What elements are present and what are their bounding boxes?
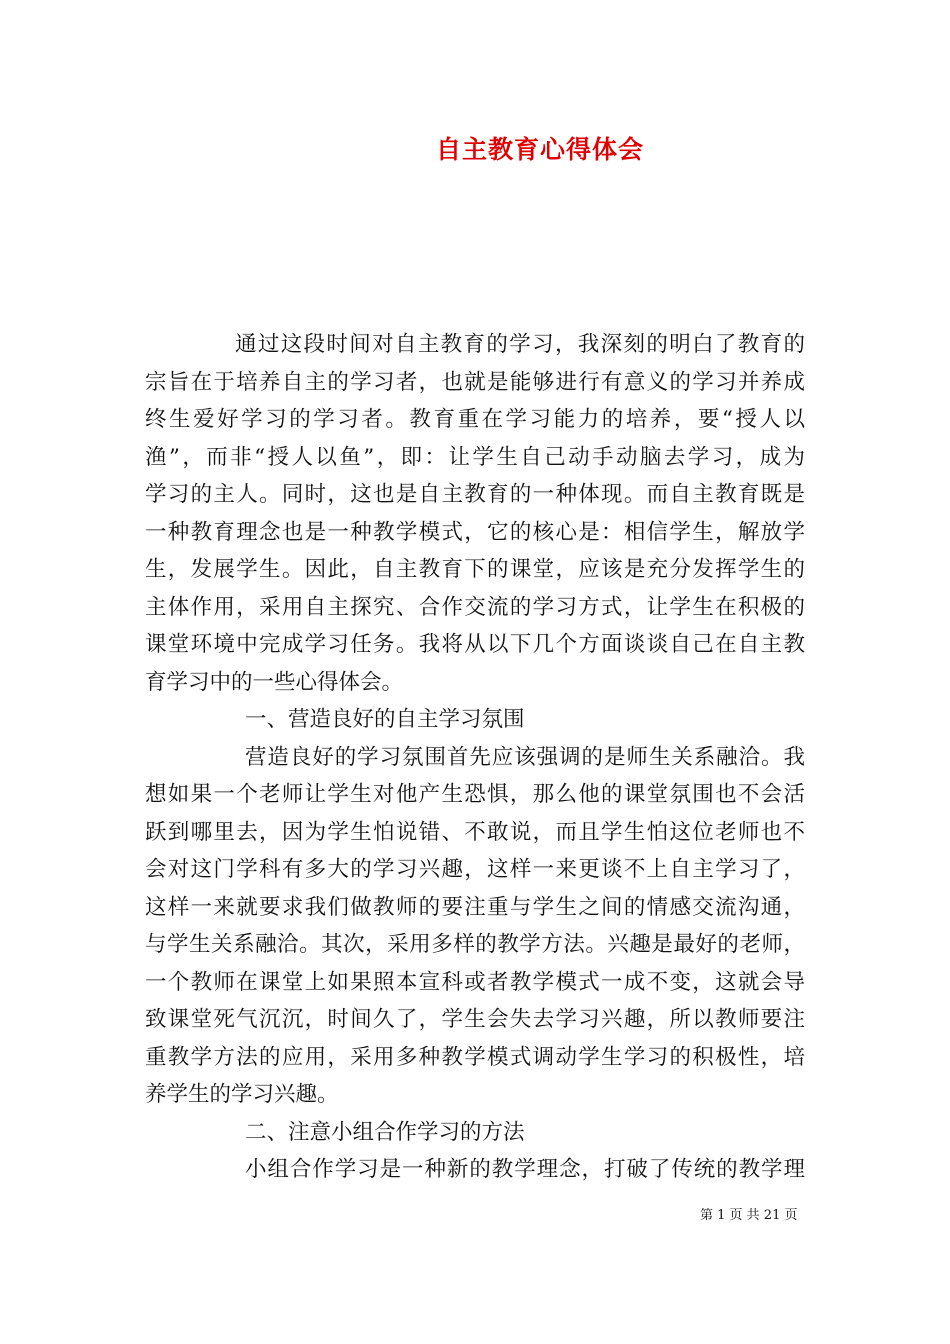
paragraph-line: 课堂环境中完成学习任务。我将从以下几个方面谈谈自己在自主教: [145, 632, 805, 657]
document-title: 自主教育心得体会: [435, 135, 644, 164]
document-body: [145, 326, 805, 1189]
paragraph-line: 宗旨在于培养自主的学习者，也就是能够进行有意义的学习并养成: [145, 369, 805, 395]
paragraph-line: 与学生关系融洽。其次，采用多样的教学方法。兴趣是最好的老师，: [145, 932, 805, 957]
paragraph-line: 会对这门学科有多大的学习兴趣，这样一来更谈不上自主学习了，: [145, 857, 805, 882]
section-heading: 二、注意小组合作学习的方法: [245, 1119, 525, 1145]
paragraph-line: 生，发展学生。因此，自主教育下的课堂，应该是充分发挥学生的: [145, 557, 805, 582]
paragraph-line: 养学生的学习兴趣。: [145, 1082, 339, 1107]
paragraph-line: 一个教师在课堂上如果照本宣科或者教学模式一成不变，这就会导: [145, 969, 805, 995]
paragraph-line: 学习的主人。同时，这也是自主教育的一种体现。而自主教育既是: [145, 482, 805, 507]
paragraph-line: 想如果一个老师让学生对他产生恐惧，那么他的课堂氛围也不会活: [145, 782, 805, 807]
paragraph-line: 这样一来就要求我们做教师的要注重与学生之间的情感交流沟通，: [145, 894, 805, 920]
paragraph-line: 一种教育理念也是一种教学模式，它的核心是：相信学生，解放学: [145, 519, 805, 545]
page-number: 第 1 页 共 21 页: [700, 1208, 798, 1223]
paragraph-line: 重教学方法的应用，采用多种教学模式调动学生学习的积极性，培: [145, 1044, 805, 1070]
paragraph-line: 致课堂死气沉沉，时间久了，学生会失去学习兴趣，所以教师要注: [145, 1007, 805, 1032]
paragraph-line: 渔”，而非“授人以鱼”，即：让学生自己动手动脑去学习，成为: [145, 444, 805, 470]
paragraph-line: 终生爱好学习的学习者。教育重在学习能力的培养，要“授人以: [145, 407, 805, 432]
paragraph-line: 主体作用，采用自主探究、合作交流的学习方式，让学生在积极的: [145, 594, 805, 620]
paragraph-line: 育学习中的一些心得体会。: [145, 669, 404, 695]
paragraph-line: 小组合作学习是一种新的教学理念，打破了传统的教学理: [245, 1157, 805, 1182]
paragraph-line: 跃到哪里去，因为学生怕说错、不敢说，而且学生怕这位老师也不: [145, 819, 805, 845]
section-heading: 一、营造良好的自主学习氛围: [245, 707, 525, 732]
paragraph-line: 通过这段时间对自主教育的学习，我深刻的明白了教育的: [235, 332, 805, 357]
paragraph-line: 营造良好的学习氛围首先应该强调的是师生关系融洽。我: [245, 744, 805, 770]
